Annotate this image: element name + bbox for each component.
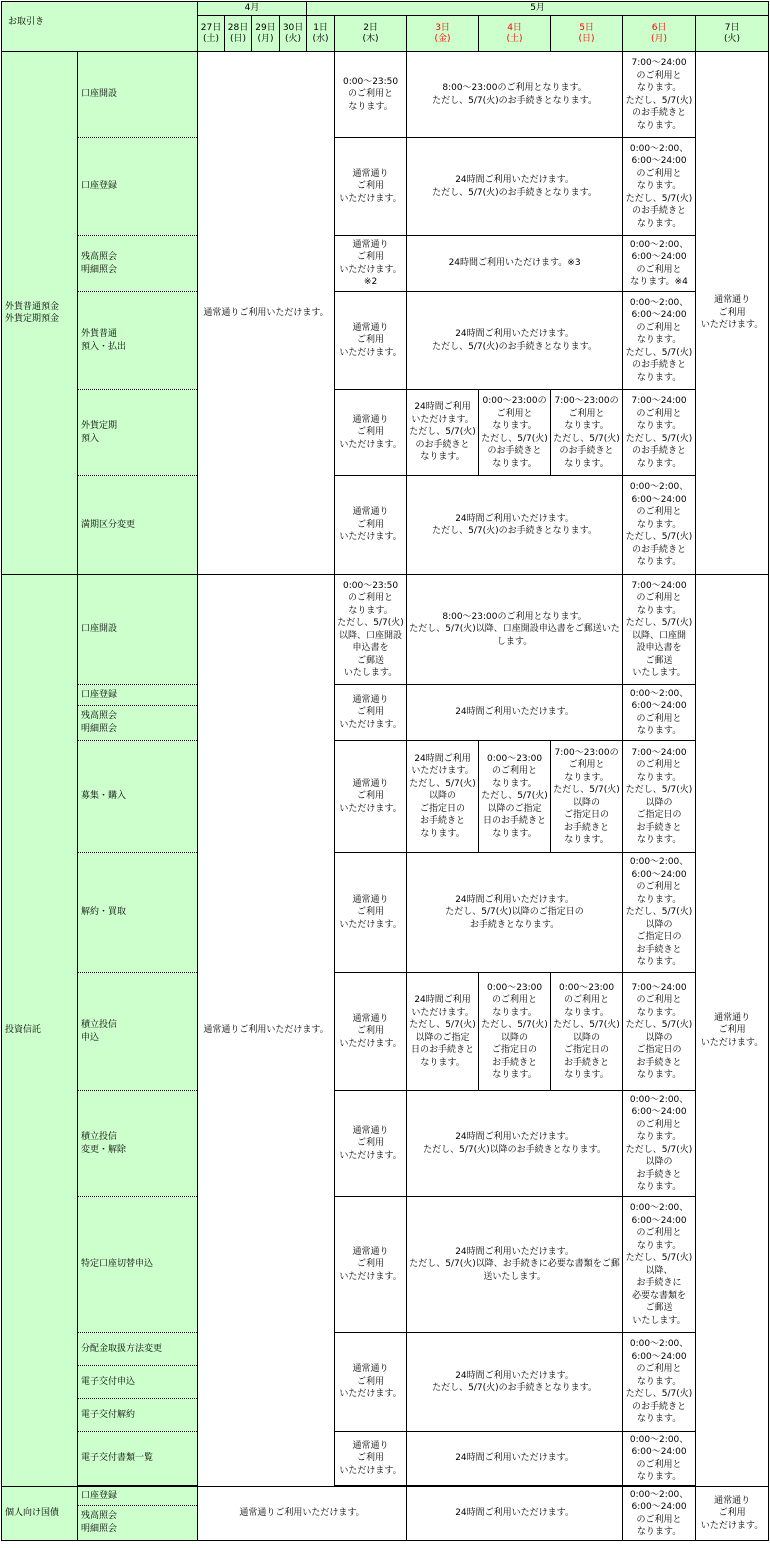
it-r6-d6: 0:00～2:00、 6:00～24:00 のご利用と なります。 ただし、5/7(火) 以降の お手続きと なります。: [623, 1091, 696, 1197]
fx-r4-d2: 通常通り ご利用 いただけます。: [335, 292, 407, 390]
header-day-30: 30日 (火): [280, 16, 307, 52]
item-fx-ordinary-deposit: 外貨普通 預入・払出: [78, 292, 198, 390]
it-r9-mid: 24時間ご利用いただけます。: [407, 1432, 623, 1486]
it-r1-mid: 8:00～23:00のご利用となります。 ただし、5/7(火)以降、口座開設申込書をご郵送いたします。: [407, 575, 623, 685]
fx-r1-d2: 0:00～23:50 のご利用と なります。: [335, 52, 407, 138]
item-it-cancel: 解約・買取: [78, 853, 198, 973]
it-r5-d6: 7:00～24:00 のご利用と なります。 ただし、5/7(火) 以降の ご指定日の お手続きと なります。: [623, 973, 696, 1091]
item-it-accumulation-change: 積立投信 変更・解除: [78, 1091, 198, 1197]
jgb-mid: 24時間ご利用いただけます。: [407, 1487, 623, 1541]
it-r1-d2: 0:00～23:50 のご利用と なります。 ただし、5/7(火) 以降、口座開設 申込書を ご郵送 いたします。: [335, 575, 407, 685]
fx-r1-mid: 8:00～23:00のご利用となります。 ただし、5/7(火)のお手続きとなります。: [407, 52, 623, 138]
it-r3-d6: 7:00～24:00 のご利用と なります。 ただし、5/7(火) 以降の ご指定日の お手続きと なります。: [623, 741, 696, 853]
category-fx-deposit: 外貨普通預金 外貨定期預金: [2, 52, 78, 575]
fx-r6-d2: 通常通り ご利用 いただけます。: [335, 476, 407, 575]
item-jgb-cell: [78, 1487, 198, 1541]
fx-r2-d2: 通常通り ご利用 いただけます。: [335, 138, 407, 236]
fx-r6-d6: 0:00～2:00、 6:00～24:00 のご利用と なります。 ただし、5/7(火) のお手続きと なります。: [623, 476, 696, 575]
category-investment-trust: 投資信託: [2, 575, 78, 1487]
item-fx-account-register: 口座登録: [78, 138, 198, 236]
fx-r2-d6: 0:00～2:00、 6:00～24:00 のご利用と なります。 ただし、5/7(火) のお手続きと なります。: [623, 138, 696, 236]
it-r2-d6: 0:00～2:00、 6:00～24:00 のご利用と なります。: [623, 685, 696, 741]
it-april-status: 通常通りご利用いただけます。: [198, 575, 335, 1487]
jgb-d7-status: 通常通り ご利用 いただけます。: [696, 1487, 769, 1541]
item-fx-account-open: 口座開設: [78, 52, 198, 138]
item-fx-time-deposit: 外貨定期 預入: [78, 390, 198, 476]
header-day-6: 6日 (月): [623, 16, 696, 52]
item-it-e-delivery-cancel: 電子交付解約: [78, 1399, 198, 1432]
it-r5-d3: 24時間ご利用 いただけます。 ただし、5/7(火) 以降のご指定 日のお手続きと なります。: [407, 973, 479, 1091]
it-r4-d6: 0:00～2:00、 6:00～24:00 のご利用と なります。 ただし、5/7(火) 以降の ご指定日の お手続きと なります。: [623, 853, 696, 973]
fx-r5-d5: 7:00～23:00の ご利用と なります。 ただし、5/7(火) のお手続きと なります。: [551, 390, 623, 476]
item-it-special-account: 特定口座切替申込: [78, 1197, 198, 1333]
fx-r5-d6: 7:00～24:00 のご利用と なります。 ただし、5/7(火) のお手続きと なります。: [623, 390, 696, 476]
item-it-account-register: 口座登録: [78, 685, 197, 706]
fx-r6-mid: 24時間ご利用いただけます。 ただし、5/7(火)のお手続きとなります。: [407, 476, 623, 575]
it-r6-mid: 24時間ご利用いただけます。 ただし、5/7(火)以降のお手続きとなります。: [407, 1091, 623, 1197]
item-jgb-balance-inquiry: 残高照会 明細照会: [81, 1511, 118, 1534]
it-r1-d6: 7:00～24:00 のご利用と なります。 ただし、5/7(火) 以降、口座開 設申込書を ご郵送 いたします。: [623, 575, 696, 685]
fx-r3-mid: 24時間ご利用いただけます。※3: [407, 236, 623, 292]
header-day-3: 3日 (金): [407, 16, 479, 52]
fx-r5-d3: 24時間ご利用 いただけます。 ただし、5/7(火) のお手続きと なります。: [407, 390, 479, 476]
fx-april-status: 通常通りご利用いただけます。: [198, 52, 335, 575]
it-r4-d2: 通常通り ご利用 いただけます。: [335, 853, 407, 973]
header-day-27: 27日 (土): [198, 16, 225, 52]
it-d7-status: 通常通り ご利用 いただけます。: [696, 575, 769, 1487]
it-r2-d2: 通常通り ご利用 いただけます。: [335, 685, 407, 741]
it-r5-d4: 0:00～23:00 のご利用と なります。 ただし、5/7(火) 以降の ご指定日の お手続きと なります。: [479, 973, 551, 1091]
item-it-e-delivery-apply: 電子交付申込: [78, 1366, 198, 1399]
it-r3-d4: 0:00～23:00 のご利用と なります。 ただし、5/7(火) 以降のご指定 日のお手続きと なります。: [479, 741, 551, 853]
it-r4-mid: 24時間ご利用いただけます。 ただし、5/7(火)以降のご指定日の お手続きとなります。: [407, 853, 623, 973]
item-fx-maturity-change: 満期区分変更: [78, 476, 198, 575]
schedule-table: [1, 1, 769, 1541]
header-may: 5月: [307, 2, 769, 16]
it-r8-d6: 0:00～2:00、 6:00～24:00 のご利用と なります。 ただし、5/7(火) のお手続きと なります。: [623, 1333, 696, 1432]
jgb-april-status: 通常通りご利用いただけます。: [198, 1487, 407, 1541]
item-it-e-delivery-list: 電子交付書類一覧: [78, 1432, 198, 1486]
header-april: 4月: [198, 2, 307, 16]
header-transaction: お取引き: [2, 2, 198, 52]
it-r9-d2: 通常通り ご利用 いただけます。: [335, 1432, 407, 1486]
it-r9-d6: 0:00～2:00、 6:00～24:00 のご利用と なります。: [623, 1432, 696, 1486]
header-day-7: 7日 (火): [696, 16, 769, 52]
it-r7-d2: 通常通り ご利用 いただけます。: [335, 1197, 407, 1333]
fx-r5-d2: 通常通り ご利用 いただけます。: [335, 390, 407, 476]
fx-r4-d6: 0:00～2:00、 6:00～24:00 のご利用と なります。 ただし、5/7(火) のお手続きと なります。: [623, 292, 696, 390]
header-day-2: 2日 (木): [335, 16, 407, 52]
fx-r5-d4: 0:00～23:00の ご利用と なります。 ただし、5/7(火) のお手続きと なります。: [479, 390, 551, 476]
header-day-28: 28日 (日): [225, 16, 252, 52]
item-it-purchase: 募集・購入: [78, 741, 198, 853]
header-day-5: 5日 (日): [551, 16, 623, 52]
it-r8-d2: 通常通り ご利用 いただけます。: [335, 1333, 407, 1432]
item-jgb-account-register: 口座登録: [78, 1487, 197, 1506]
item-fx-balance-inquiry: 残高照会 明細照会: [78, 236, 198, 292]
header-day-29: 29日 (月): [252, 16, 280, 52]
it-r5-d2: 通常通り ご利用 いただけます。: [335, 973, 407, 1091]
item-it-balance-inquiry: 残高照会 明細照会: [81, 711, 118, 734]
header-day-1: 1日 (水): [307, 16, 335, 52]
it-r3-d3: 24時間ご利用 いただけます。 ただし、5/7(火) 以降の ご指定日の お手続きと なります。: [407, 741, 479, 853]
item-it-register-balance: [78, 685, 198, 741]
fx-r2-mid: 24時間ご利用いただけます。 ただし、5/7(火)のお手続きとなります。: [407, 138, 623, 236]
item-it-account-open: 口座開設: [78, 575, 198, 685]
fx-r3-d2: 通常通り ご利用 いただけます。 ※2: [335, 236, 407, 292]
fx-r1-d6: 7:00～24:00 のご利用と なります。 ただし、5/7(火) のお手続きと なります。: [623, 52, 696, 138]
item-it-accumulation-apply: 積立投信 申込: [78, 973, 198, 1091]
header-day-4: 4日 (土): [479, 16, 551, 52]
fx-r4-mid: 24時間ご利用いただけます。 ただし、5/7(火)のお手続きとなります。: [407, 292, 623, 390]
it-r3-d5: 7:00～23:00の ご利用と なります。 ただし、5/7(火) 以降の ご指定日の お手続きと なります。: [551, 741, 623, 853]
it-r5-d5: 0:00～23:00 のご利用と なります。 ただし、5/7(火) 以降の ご指定日の お手続きと なります。: [551, 973, 623, 1091]
jgb-d6: 0:00～2:00、 6:00～24:00 のご利用と なります。: [623, 1487, 696, 1541]
category-jgb: 個人向け国債: [2, 1487, 78, 1541]
fx-d7-status: 通常通り ご利用 いただけます。: [696, 52, 769, 575]
it-r6-d2: 通常通り ご利用 いただけます。: [335, 1091, 407, 1197]
fx-r3-d6: 0:00～2:00、 6:00～24:00 のご利用と なります。※4: [623, 236, 696, 292]
item-it-distribution-change: 分配金取扱方法変更: [78, 1333, 198, 1366]
it-r8-mid: 24時間ご利用いただけます。 ただし、5/7(火)のお手続きとなります。: [407, 1333, 623, 1432]
it-r7-mid: 24時間ご利用いただけます。 ただし、5/7(火)以降、お手続きに必要な書類をご郵送いたします。: [407, 1197, 623, 1333]
it-r3-d2: 通常通り ご利用 いただけます。: [335, 741, 407, 853]
it-r2-mid: 24時間ご利用いただけます。: [407, 685, 623, 741]
it-r7-d6: 0:00～2:00、 6:00～24:00 のご利用と なります。 ただし、5/7(火) 以降、 お手続きに 必要な書類を ご郵送 いたします。: [623, 1197, 696, 1333]
